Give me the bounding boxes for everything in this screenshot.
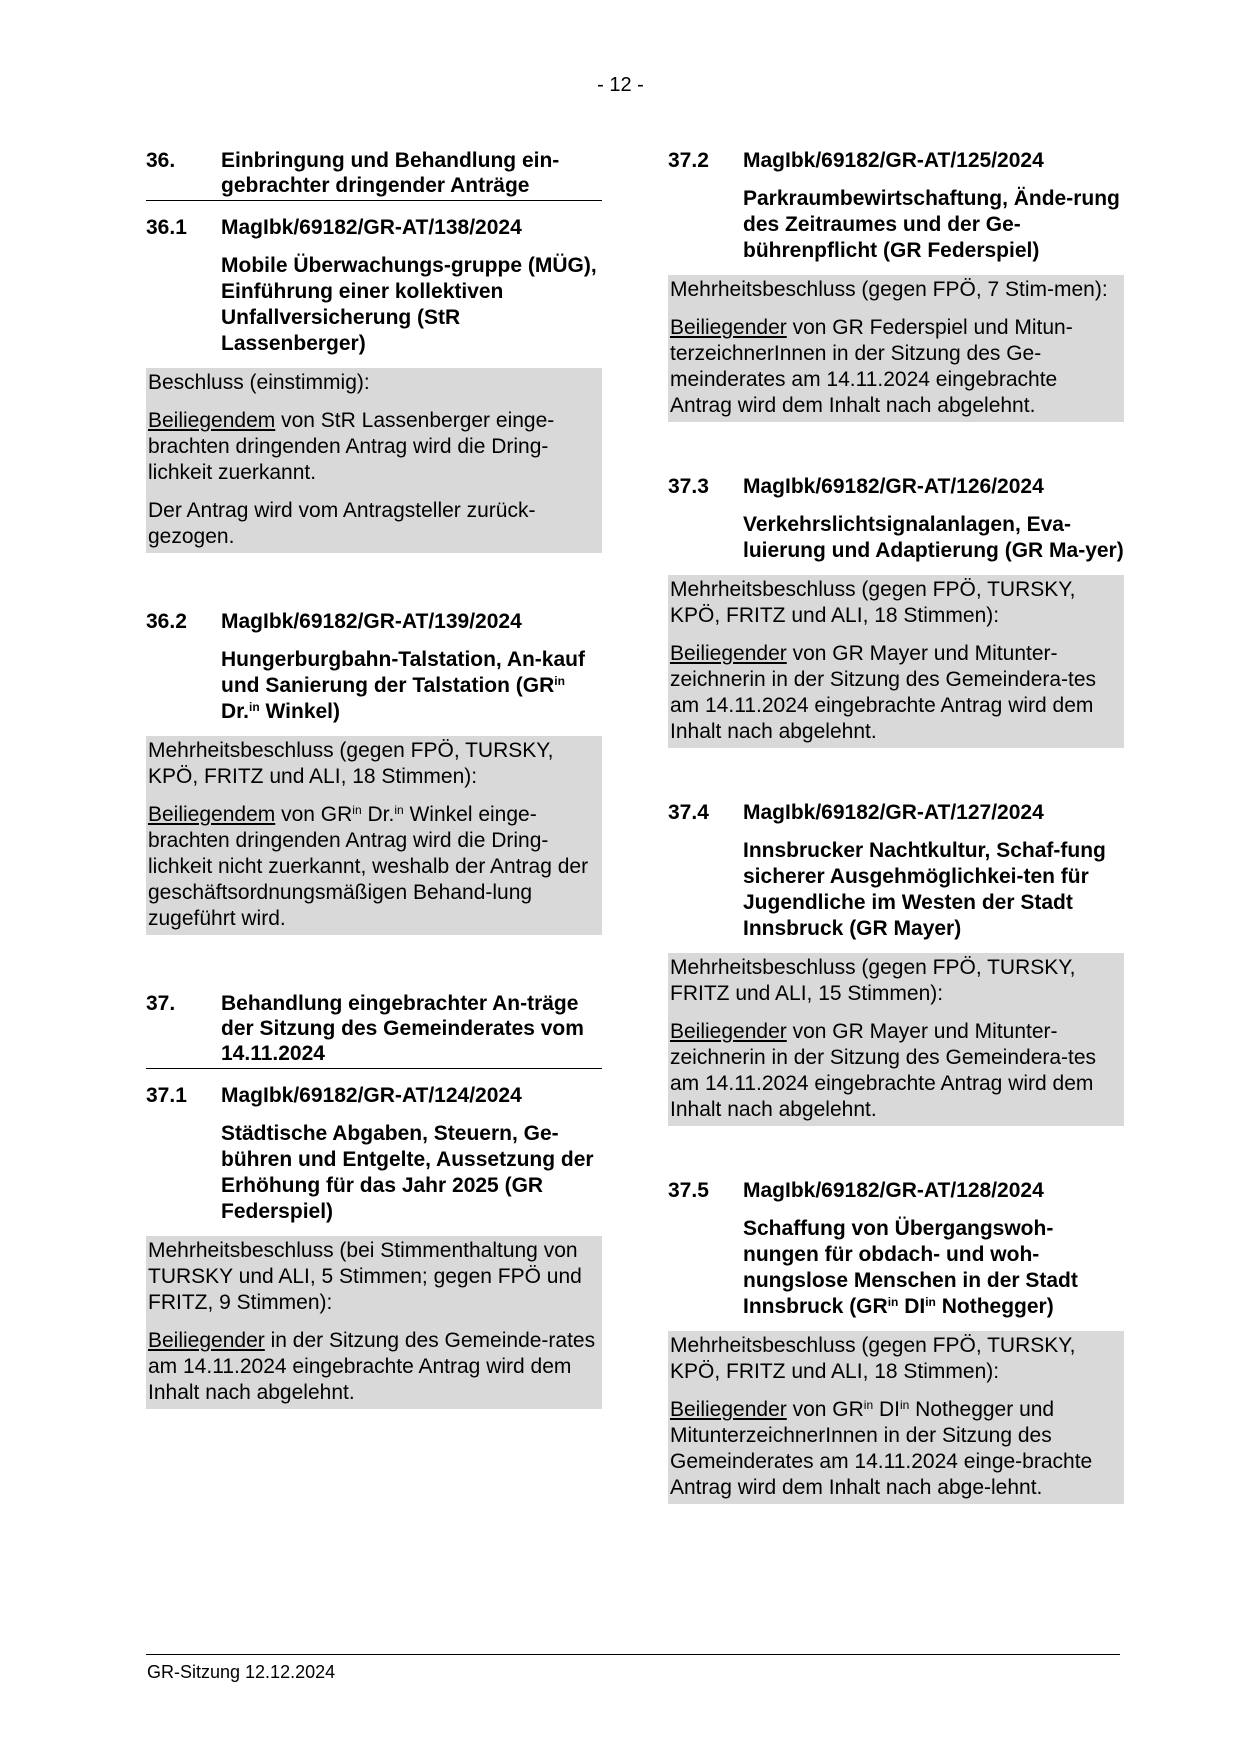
item-reference: MagIbk/69182/GR-AT/139/2024 xyxy=(221,610,522,633)
item-subject: Verkehrslichtsignalanlagen, Eva-luierung und Adaptierung (GR Ma-yer) xyxy=(743,513,1124,562)
item-heading xyxy=(146,215,602,240)
item-reference: MagIbk/69182/GR-AT/128/2024 xyxy=(743,1179,1044,1202)
item-reference: MagIbk/69182/GR-AT/126/2024 xyxy=(743,475,1044,498)
item-37-3 xyxy=(668,474,1124,748)
decision-box xyxy=(668,1331,1124,1504)
decision-box xyxy=(668,575,1124,748)
item-number: 37.4 xyxy=(668,801,709,824)
decision-text: Beiliegender von GR Federspiel und Mitun-terzeichnerInnen in der Sitzung des Ge-meinderates am 14.11.2024 eingebrachte Antrag wird dem Inhalt nach abgelehnt. xyxy=(670,316,1073,417)
item-heading xyxy=(668,800,1124,825)
decision-note: Der Antrag wird vom Antragsteller zurück-gezogen. xyxy=(148,499,536,548)
item-heading xyxy=(146,609,602,634)
item-subject: Parkraumbewirtschaftung, Ände-rung des Zeitraumes und der Ge-bührenpflicht (GR Federspiel) xyxy=(743,187,1120,262)
item-number: 37.2 xyxy=(668,149,709,172)
decision-text: Beiliegendem von StR Lassenberger einge-brachten dringenden Antrag wird die Dring-lichkeit zuerkannt. xyxy=(148,409,555,484)
decision-type: Beschluss (einstimmig): xyxy=(148,371,370,394)
decision-text: Beiliegendem von $GR^{in}$ Dr.$^{in}$ Winkel einge-brachten dringenden Antrag wird die Dring-lichkeit nicht zuerkannt, weshalb der Antrag der geschäftsordnungsmäßigen Behand-lung zugeführt wird. xyxy=(148,803,589,930)
decision-box xyxy=(146,736,602,935)
item-36-2 xyxy=(146,609,602,935)
footer-text: GR-Sitzung 12.12.2024 xyxy=(147,1662,336,1682)
section-title: Einbringung und Behandlung ein-gebrachter dringender Anträge xyxy=(221,149,560,197)
item-37-1 xyxy=(146,1083,602,1409)
item-subject: Schaffung von Übergangswoh-nungen für obdach- und woh-nungslose Menschen in der Stadt Innsbruck ($GR^{in}$ $DI^{in}$ Nothegger) xyxy=(743,1217,1078,1318)
left-column xyxy=(146,148,602,1409)
item-reference: MagIbk/69182/GR-AT/125/2024 xyxy=(743,149,1044,172)
item-heading xyxy=(146,1083,602,1108)
item-37-2 xyxy=(668,148,1124,422)
decision-box xyxy=(146,1236,602,1409)
decision-box xyxy=(668,275,1124,422)
item-number: 36.2 xyxy=(146,610,187,633)
item-number: 37.5 xyxy=(668,1179,709,1202)
footer-divider xyxy=(146,1654,1120,1655)
item-number: 37.3 xyxy=(668,475,709,498)
section-number: 36. xyxy=(146,149,176,172)
item-number: 37.1 xyxy=(146,1084,187,1107)
decision-type: Mehrheitsbeschluss (gegen FPÖ, 7 Stim-men): xyxy=(670,278,1108,301)
item-heading xyxy=(668,474,1124,499)
right-column xyxy=(668,148,1124,1504)
section-number: 37. xyxy=(146,992,176,1015)
decision-type: Mehrheitsbeschluss (gegen FPÖ, TURSKY, KPÖ, FRITZ und ALI, 18 Stimmen): xyxy=(148,739,554,788)
section-37 xyxy=(146,991,602,1069)
decision-type: Mehrheitsbeschluss (gegen FPÖ, TURSKY, KPÖ, FRITZ und ALI, 18 Stimmen): xyxy=(670,578,1076,627)
section-title: Behandlung eingebrachter An-träge der Sitzung des Gemeinderates vom 14.11.2024 xyxy=(221,992,584,1065)
decision-type: Mehrheitsbeschluss (gegen FPÖ, TURSKY, FRITZ und ALI, 15 Stimmen): xyxy=(670,956,1076,1005)
item-subject: Mobile Überwachungs-gruppe (MÜG), Einführung einer kollektiven Unfallversicherung (StR Lassenberger) xyxy=(221,254,597,355)
item-heading xyxy=(668,1178,1124,1203)
item-36-1 xyxy=(146,215,602,553)
item-reference: MagIbk/69182/GR-AT/138/2024 xyxy=(221,216,522,239)
decision-box xyxy=(668,953,1124,1126)
item-subject: Innsbrucker Nachtkultur, Schaf-fung sicherer Ausgehmöglichkei-ten für Jugendliche im Westen der Stadt Innsbruck (GR Mayer) xyxy=(743,839,1106,940)
item-37-4 xyxy=(668,800,1124,1126)
item-subject: Städtische Abgaben, Steuern, Ge-bühren und Entgelte, Aussetzung der Erhöhung für das Jahr 2025 (GR Federspiel) xyxy=(221,1122,594,1223)
decision-text: Beiliegender von GR Mayer und Mitunter-zeichnerin in der Sitzung des Gemeindera-tes am 14.11.2024 eingebrachte Antrag wird dem Inhalt nach abgelehnt. xyxy=(670,1020,1097,1121)
decision-text: Beiliegender von $GR^{in}$ $DI^{in}$ Nothegger und MitunterzeichnerInnen in der Sitzung des Gemeinderates am 14.11.2024 einge-brachte Antrag wird dem Inhalt nach abge-lehnt. xyxy=(670,1398,1093,1499)
decision-type: Mehrheitsbeschluss (bei Stimmenthaltung von TURSKY und ALI, 5 Stimmen; gegen FPÖ und FRITZ, 9 Stimmen): xyxy=(148,1239,582,1314)
item-37-5 xyxy=(668,1178,1124,1504)
item-reference: MagIbk/69182/GR-AT/124/2024 xyxy=(221,1084,522,1107)
section-heading xyxy=(146,991,602,1069)
item-number: 36.1 xyxy=(146,216,187,239)
item-heading xyxy=(668,148,1124,173)
item-reference: MagIbk/69182/GR-AT/127/2024 xyxy=(743,801,1044,824)
page-number: - 12 - xyxy=(597,74,644,96)
decision-type: Mehrheitsbeschluss (gegen FPÖ, TURSKY, KPÖ, FRITZ und ALI, 18 Stimmen): xyxy=(670,1334,1076,1383)
decision-box xyxy=(146,368,602,553)
decision-text: Beiliegender in der Sitzung des Gemeinde-rates am 14.11.2024 eingebrachte Antrag wird dem Inhalt nach abgelehnt. xyxy=(148,1329,596,1404)
section-36 xyxy=(146,148,602,201)
decision-text: Beiliegender von GR Mayer und Mitunter-zeichnerin in der Sitzung des Gemeindera-tes am 14.11.2024 eingebrachte Antrag wird dem Inhalt nach abgelehnt. xyxy=(670,642,1097,743)
section-heading xyxy=(146,148,602,201)
item-subject: Hungerburgbahn-Talstation, An-kauf und Sanierung der Talstation ($GR^{in}$ Dr.$^{in}$ Winkel) xyxy=(221,648,585,723)
